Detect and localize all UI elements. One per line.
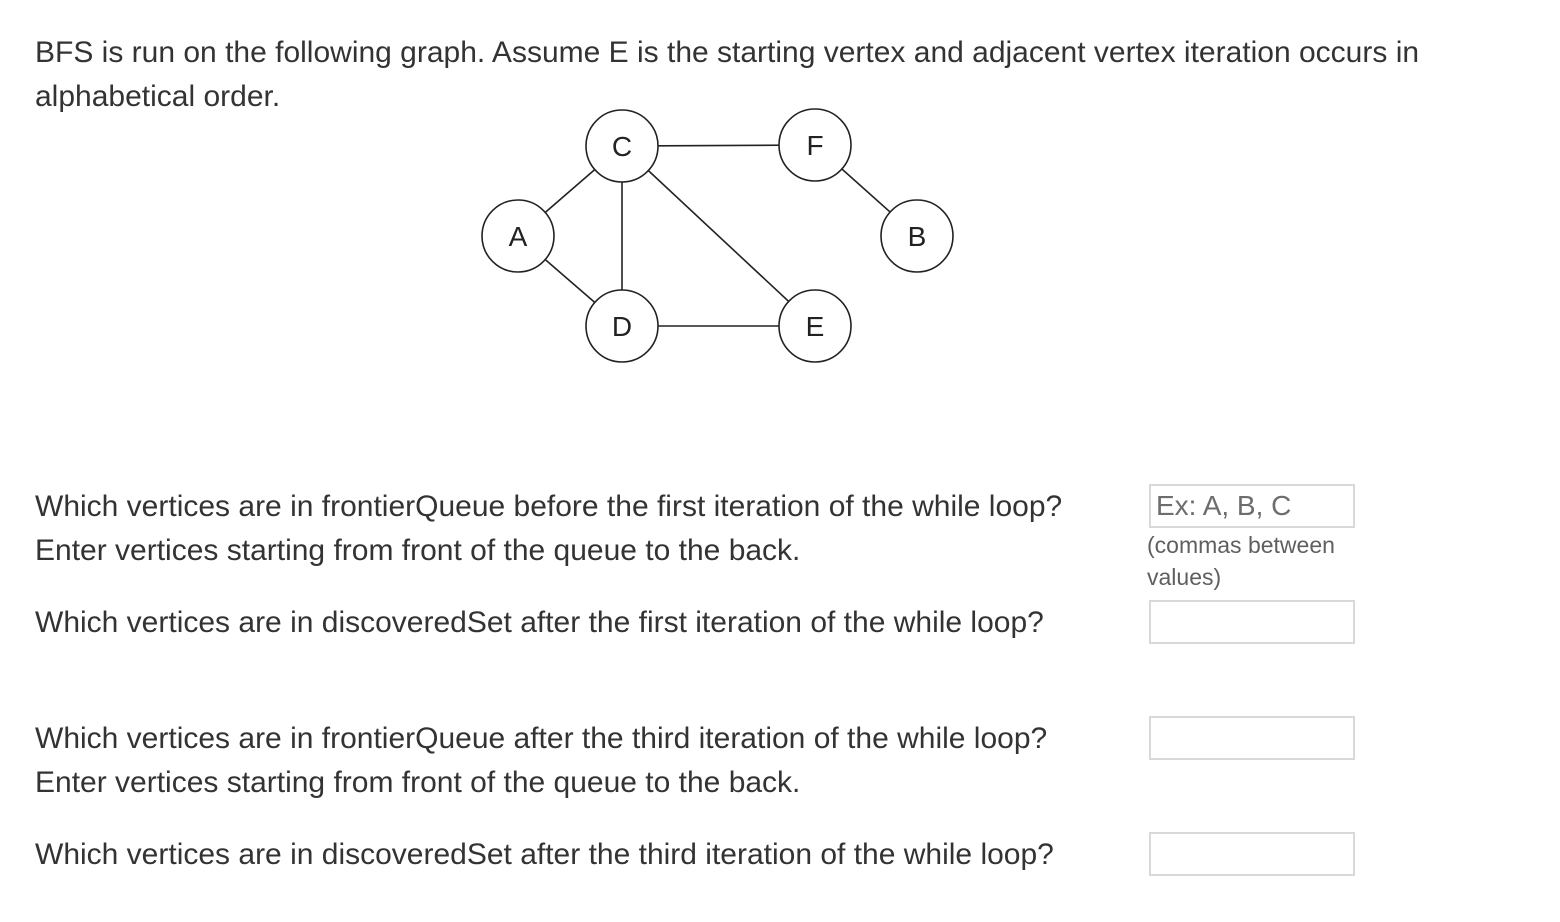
- vertex-d: [586, 290, 658, 362]
- graph-edges: [518, 145, 917, 326]
- comma-format-hint: (commas between values): [1147, 532, 1335, 590]
- question-4-answer-input[interactable]: [1149, 832, 1355, 876]
- question-2-text: Which vertices are in discoveredSet after the first iteration of the while loop?: [35, 606, 1044, 639]
- vertex-label-b: B: [907, 221, 927, 252]
- vertex-e: [779, 290, 851, 362]
- vertex-a: [482, 200, 554, 272]
- vertex-b: [881, 200, 953, 272]
- question-4-text: Which vertices are in discoveredSet after the third iteration of the while loop?: [35, 838, 1054, 871]
- question-1-text: Which vertices are in frontierQueue before the first iteration of the while loop? Enter vertices starting from front of the queue to the back.: [35, 490, 1063, 567]
- question-3-text: Which vertices are in frontierQueue after the third iteration of the while loop? Enter vertices starting from front of the queue to the back.: [35, 722, 1048, 799]
- question-3-answer-input[interactable]: [1149, 716, 1355, 760]
- vertex-label-f: F: [806, 130, 824, 161]
- vertex-label-e: E: [805, 311, 825, 342]
- vertex-label-d: D: [611, 311, 633, 342]
- vertex-c: [586, 110, 658, 182]
- vertex-f: [779, 109, 851, 181]
- graph-diagram: [470, 100, 970, 380]
- vertex-label-c: C: [611, 131, 633, 162]
- question-2-answer-input[interactable]: [1149, 600, 1355, 644]
- edge-c-e: [622, 146, 815, 326]
- vertex-label-a: A: [508, 221, 528, 252]
- question-1-answer-input[interactable]: [1149, 484, 1355, 528]
- problem-statement: BFS is run on the following graph. Assume E is the starting vertex and adjacent vertex iteration occurs in alphabetical order.: [35, 36, 1420, 113]
